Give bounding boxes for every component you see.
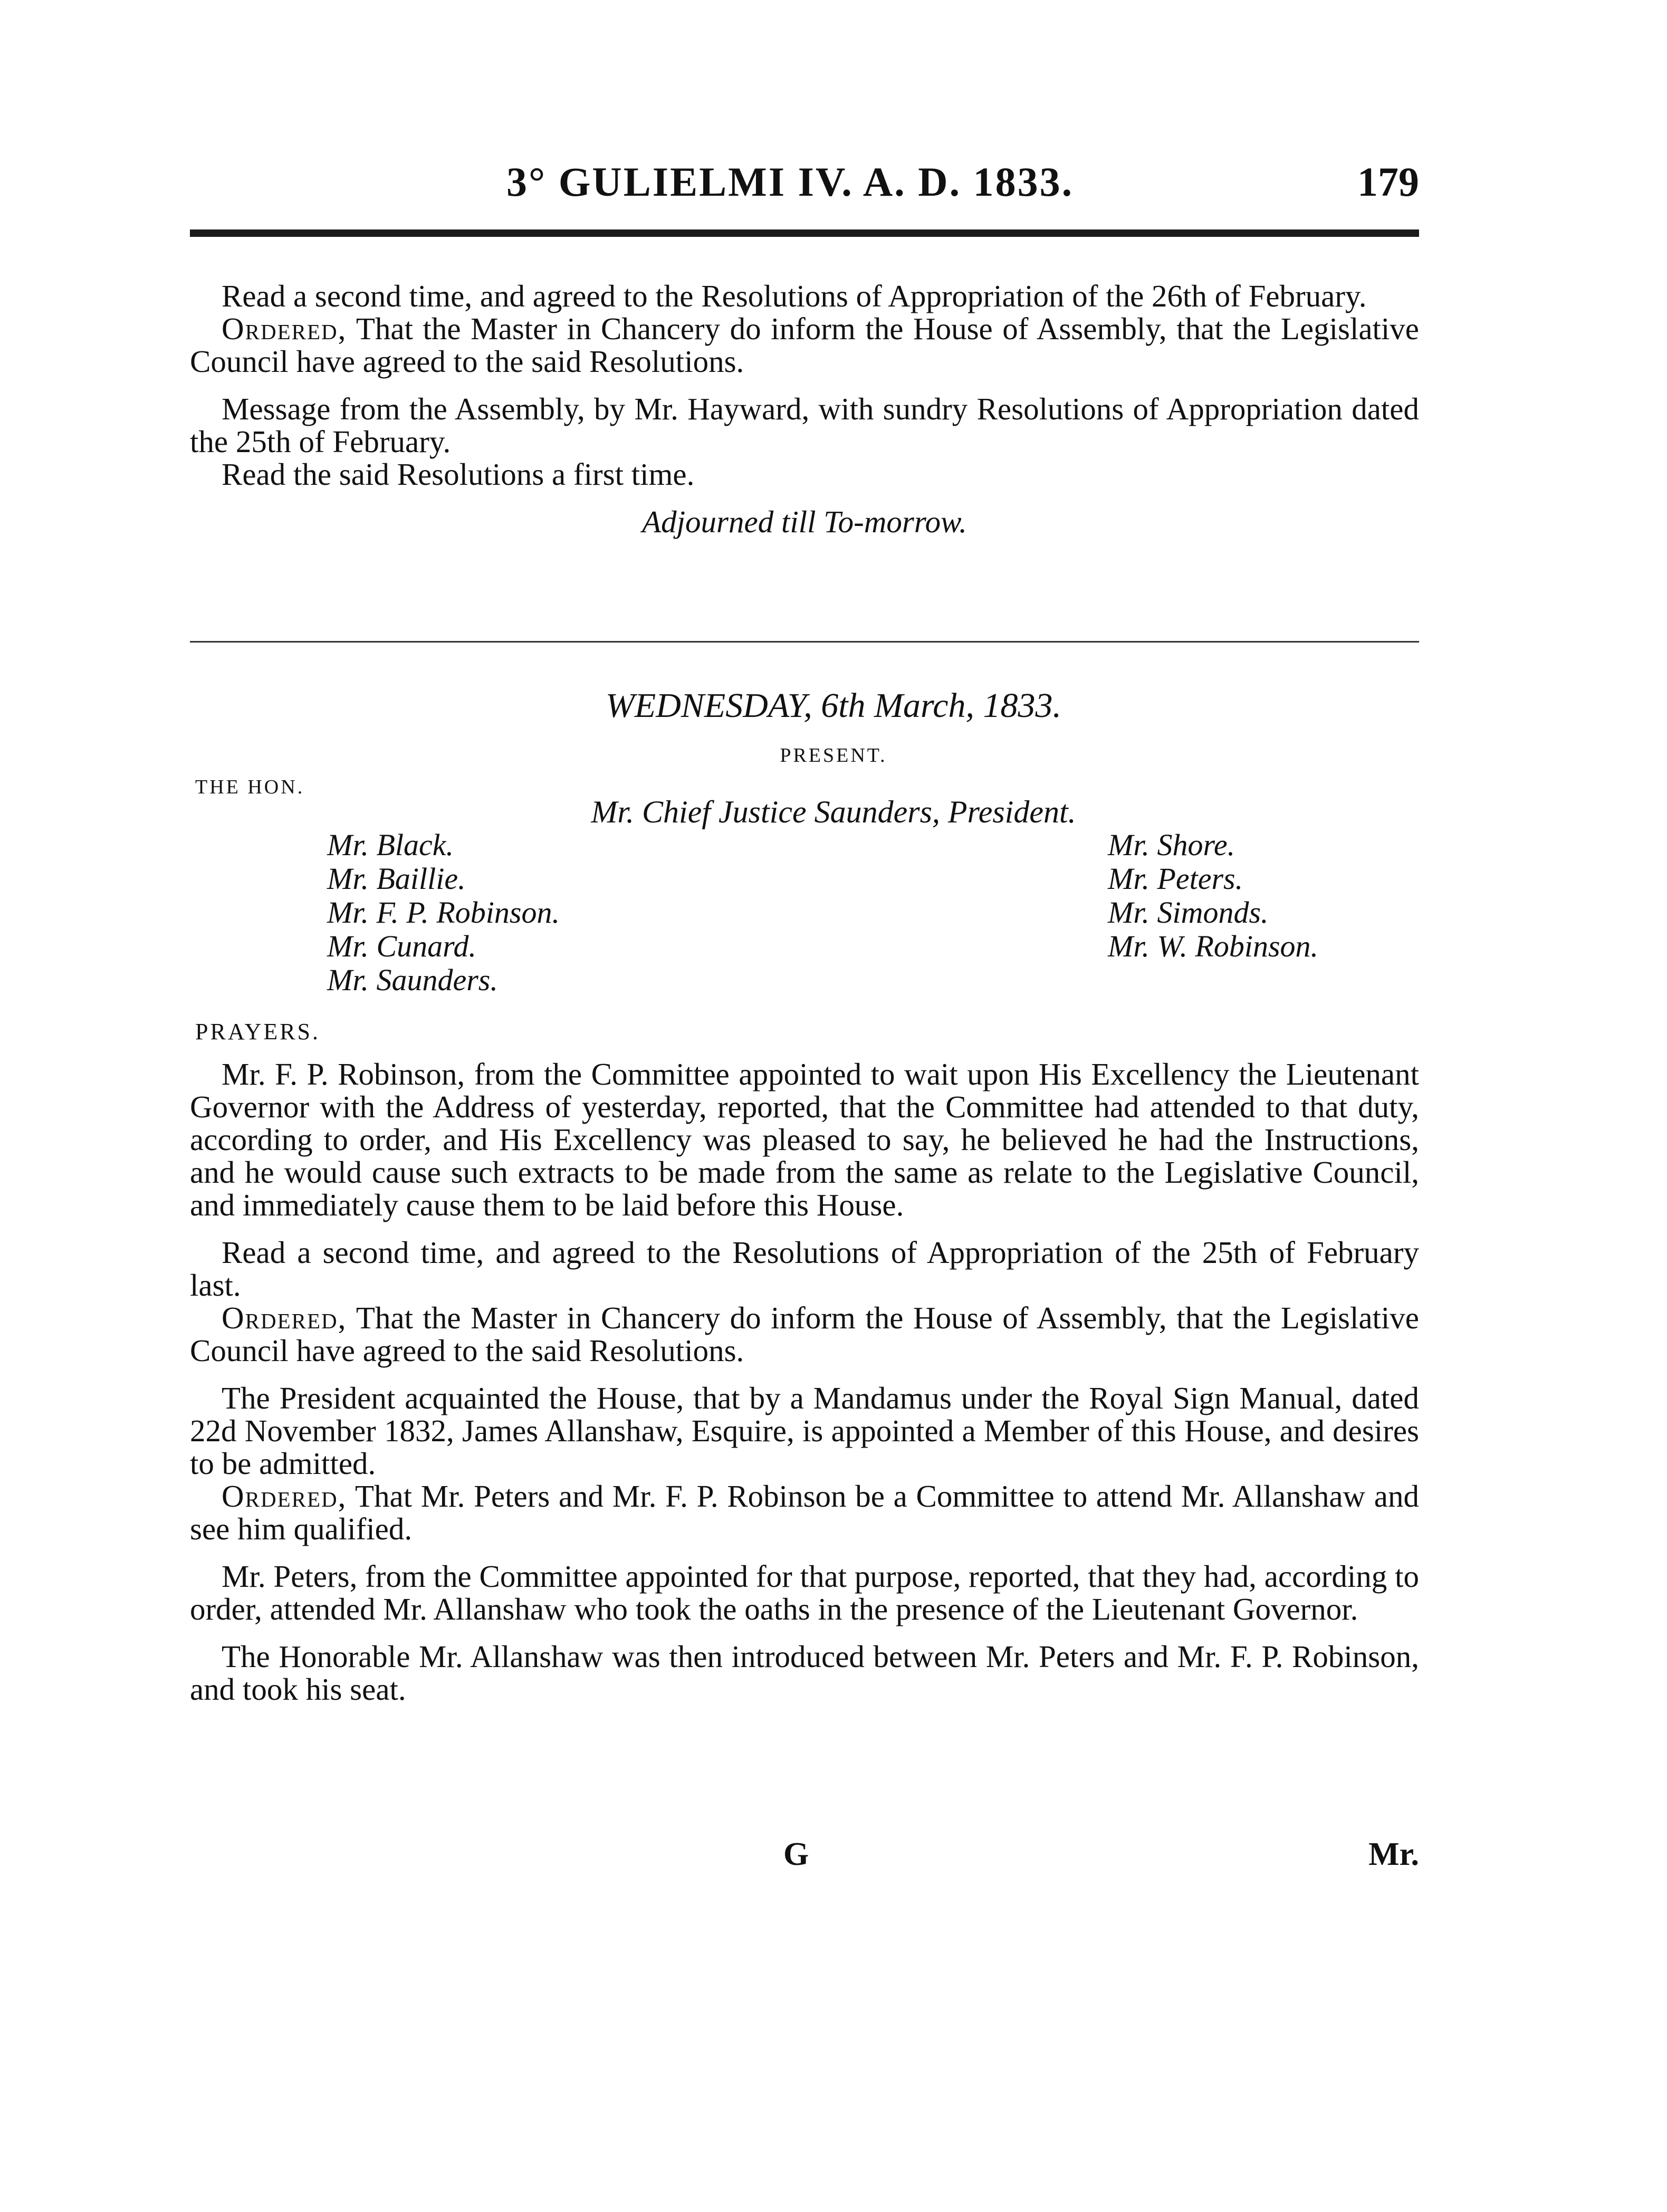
member-name: Mr. F. P. Robinson. xyxy=(327,895,560,930)
member-name: Mr. W. Robinson. xyxy=(1108,929,1319,963)
present-label: PRESENT. xyxy=(780,744,887,767)
header-rule xyxy=(190,229,1419,237)
ordered-paragraph xyxy=(190,1301,1419,1367)
member-name: Mr. Peters. xyxy=(1108,861,1243,896)
hon-label: THE HON. xyxy=(195,776,305,798)
paragraph: Read the said Resolutions a first time. xyxy=(222,457,695,492)
member-name: Mr. Cunard. xyxy=(327,929,477,963)
member-name: Mr. Simonds. xyxy=(1108,895,1269,930)
section-separator xyxy=(190,641,1419,643)
ordered-label: Ordered, xyxy=(222,1300,347,1335)
member-name: Mr. Saunders. xyxy=(327,963,498,997)
ordered-label: Ordered, xyxy=(222,311,347,346)
ordered-text: That Mr. Peters and Mr. F. P. Robinson be a Committee to attend Mr. Allanshaw and see him qualified. xyxy=(190,1479,1419,1546)
top-section xyxy=(190,280,1419,538)
ordered-text: That the Master in Chancery do inform the House of Assembly, that the Legislative Council have agreed to the said Resolutions. xyxy=(190,311,1419,379)
ordered-label: Ordered, xyxy=(222,1479,347,1514)
header-title: 3° GULIELMI IV. A. D. 1833. xyxy=(506,159,1074,205)
signature-mark: G xyxy=(783,1836,809,1872)
member-name: Mr. Black. xyxy=(327,828,454,862)
paragraph: Mr. F. P. Robinson, from the Committee appointed to wait upon His Excellency the Lieutenant Governor with the Address of yesterday, reported, that the Committee had attended to that duty, according to order, and His Excellency was pleased to say, he believed he had the Instructions, and he would cause such extracts to be made from the same as relate to the Legislative Council, and immediately cause them to be laid before this House. xyxy=(190,1057,1419,1222)
members-left-column xyxy=(327,828,560,997)
paragraph: Message from the Assembly, by Mr. Hayward, with sundry Resolutions of Appropriation dated the 25th of February. xyxy=(190,391,1419,459)
president-line: Mr. Chief Justice Saunders, President. xyxy=(591,794,1076,829)
adjourned-line: Adjourned till To-morrow. xyxy=(642,504,967,539)
paragraph: The Honorable Mr. Allanshaw was then introduced between Mr. Peters and Mr. F. P. Robinson, and took his seat. xyxy=(190,1639,1419,1707)
running-header xyxy=(190,153,1419,216)
paragraph: The President acquainted the House, that by a Mandamus under the Royal Sign Manual, dated 22d November 1832, James Allanshaw, Esquire, is appointed a Member of this House, and desires to be admitted. xyxy=(190,1381,1419,1481)
member-name: Mr. Shore. xyxy=(1108,828,1235,862)
catchword: Mr. xyxy=(1368,1836,1419,1872)
members-right-column xyxy=(1108,828,1318,963)
session-day-heading: WEDNESDAY, 6th March, 1833. xyxy=(605,686,1062,725)
prayers-label: PRAYERS. xyxy=(195,1019,321,1045)
paragraph: Read a second time, and agreed to the Resolutions of Appropriation of the 25th of February last. xyxy=(190,1235,1419,1303)
page-footer xyxy=(190,1836,1419,1878)
paragraph: Mr. Peters, from the Committee appointed for that purpose, reported, that they had, according to order, attended Mr. Allanshaw who took the oaths in the presence of the Lieutenant Governor. xyxy=(190,1559,1419,1626)
ordered-paragraph xyxy=(190,1480,1419,1545)
body-section xyxy=(190,1058,1419,1706)
page-number: 179 xyxy=(1357,159,1419,205)
paragraph: Read a second time, and agreed to the Resolutions of Appropriation of the 26th of February. xyxy=(222,279,1367,313)
ordered-paragraph xyxy=(190,312,1419,378)
member-name: Mr. Baillie. xyxy=(327,861,466,896)
ordered-text: That the Master in Chancery do inform the House of Assembly, that the Legislative Council have agreed to the said Resolutions. xyxy=(190,1300,1419,1368)
